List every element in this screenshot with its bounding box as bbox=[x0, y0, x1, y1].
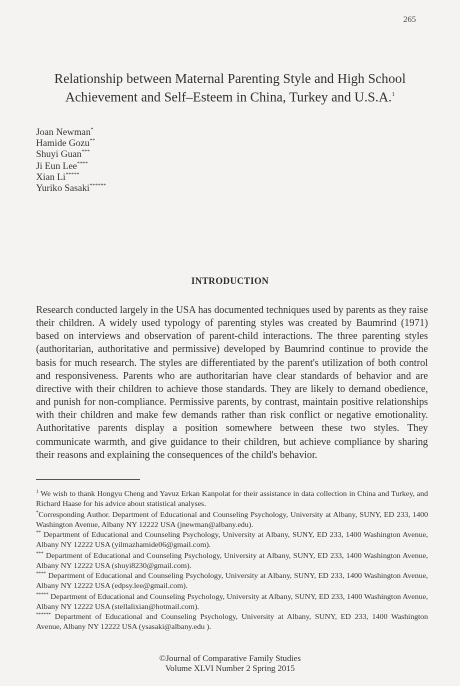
author-marker: * bbox=[90, 127, 94, 133]
footnote-divider bbox=[36, 479, 140, 480]
footnote bbox=[36, 571, 428, 592]
author-name: Hamide Gozu bbox=[36, 138, 90, 150]
journal-footer bbox=[0, 653, 460, 674]
footnote bbox=[36, 612, 428, 633]
footnote-text: Department of Educational and Counseling Psychology, University at Albany, SUNY, ED 233, 1400 Washington Avenue, Albany NY 12222 USA (shuyi8230@gmail.com). bbox=[36, 550, 428, 570]
footnote-marker: ****** bbox=[36, 613, 51, 618]
paper-title bbox=[30, 70, 430, 106]
footnote-marker: **** bbox=[36, 572, 46, 577]
footnote-text: We wish to thank Hongyu Cheng and Yavuz Erkan Kanpolat for their assistance in data collection in China and Turkey, and Richard Haase for his advice about statistical analyses. bbox=[36, 489, 428, 509]
author-marker: ** bbox=[89, 138, 96, 145]
author-marker: **** bbox=[77, 160, 89, 167]
author-name: Xian Li bbox=[36, 171, 66, 183]
paper-title-text: Relationship between Maternal Parenting Style and High School Achievement and Self–Esteem in China, Turkey and U.S.A. bbox=[54, 71, 406, 105]
footnote bbox=[36, 592, 428, 613]
author-item bbox=[36, 183, 106, 194]
footnote-text: Department of Educational and Counseling Psychology, University at Albany, SUNY, ED 233, 1400 Washington Avenue, Albany NY 12222 USA (stellalixian@hotmail.com). bbox=[36, 591, 428, 611]
author-name: Joan Newman bbox=[36, 127, 91, 138]
footnote-text: Department of Educational and Counseling Psychology, University at Albany, SUNY, ED 233, 1400 Washington Avenue, Albany NY 12222 USA (edpsy.lee@gmail.com). bbox=[36, 571, 428, 591]
footnote bbox=[36, 530, 428, 551]
author-marker: ****** bbox=[89, 183, 107, 190]
author-marker: *** bbox=[81, 149, 90, 156]
journal-volume: Volume XLVI Number 2 Spring 2015 bbox=[165, 663, 295, 674]
footnote-marker: 1 bbox=[36, 490, 39, 495]
author-item bbox=[36, 172, 106, 183]
journal-name: ©Journal of Comparative Family Studies bbox=[159, 653, 301, 663]
title-footnote-marker: 1 bbox=[391, 92, 395, 98]
author-name: Yuriko Sasaki bbox=[36, 183, 90, 195]
author-name: Ji Eun Lee bbox=[36, 160, 78, 172]
footnote-text: Department of Educational and Counseling Psychology, University at Albany, SUNY, ED 233, 1400 Washington Avenue, Albany NY 12222 USA (yilmazhamide06@gmail.com). bbox=[36, 530, 428, 550]
author-item bbox=[36, 149, 106, 160]
footnote-text: Corresponding Author. Department of Educational and Counseling Psychology, University at Albany, SUNY, ED 233, 1400 Washington Avenue, Albany NY 12222 USA (jnewman@albany.edu). bbox=[36, 509, 428, 529]
author-item bbox=[36, 138, 106, 149]
footnote bbox=[36, 489, 428, 510]
section-heading-introduction: INTRODUCTION bbox=[191, 277, 269, 287]
author-marker: ***** bbox=[65, 171, 80, 178]
footnote bbox=[36, 551, 428, 572]
footnote-marker: ** bbox=[36, 531, 41, 536]
author-name: Shuyi Guan bbox=[36, 149, 82, 161]
footnote-marker: * bbox=[36, 510, 39, 516]
author-list bbox=[36, 127, 106, 194]
introduction-paragraph: Research conducted largely in the USA has documented techniques used by parents as they raise their children. A widely used typology of parenting styles was created by Baumrind (1971) based on interviews and observation of parent-child interactions. The three parenting styles (authoritarian, authoritative and permissive) developed by Baumrind continue to provide the basis for much research. The styles are differentiated by the parent's utilization of both control and responsiveness. Parents who are authoritarian have clear standards of behavior and are directive with their children to achieve those standards. They are likely to demand obedience, and punish for non-compliance. Permissive parents, by contrast, maintain positive relationships with their children and make few demands rather than risk conflict or negative emotionality. Authoritative parents display a position somewhere between these two styles. They communicate warmth, and give guidance to their children, but achieve compliance by sharing their reasons and explaining the consequences of the child's behavior. bbox=[36, 305, 428, 461]
footnote bbox=[36, 510, 428, 531]
author-item bbox=[36, 161, 106, 172]
author-item bbox=[36, 127, 106, 138]
footnote-marker: ***** bbox=[36, 592, 49, 598]
footnote-marker: *** bbox=[36, 551, 44, 557]
footnotes bbox=[36, 489, 428, 633]
page-number: 265 bbox=[403, 14, 416, 24]
footnote-text: Department of Educational and Counseling Psychology, University at Albany, SUNY, ED 233, 1400 Washington Avenue, Albany NY 12222 USA (ysasaki@albany.edu ). bbox=[36, 612, 428, 632]
